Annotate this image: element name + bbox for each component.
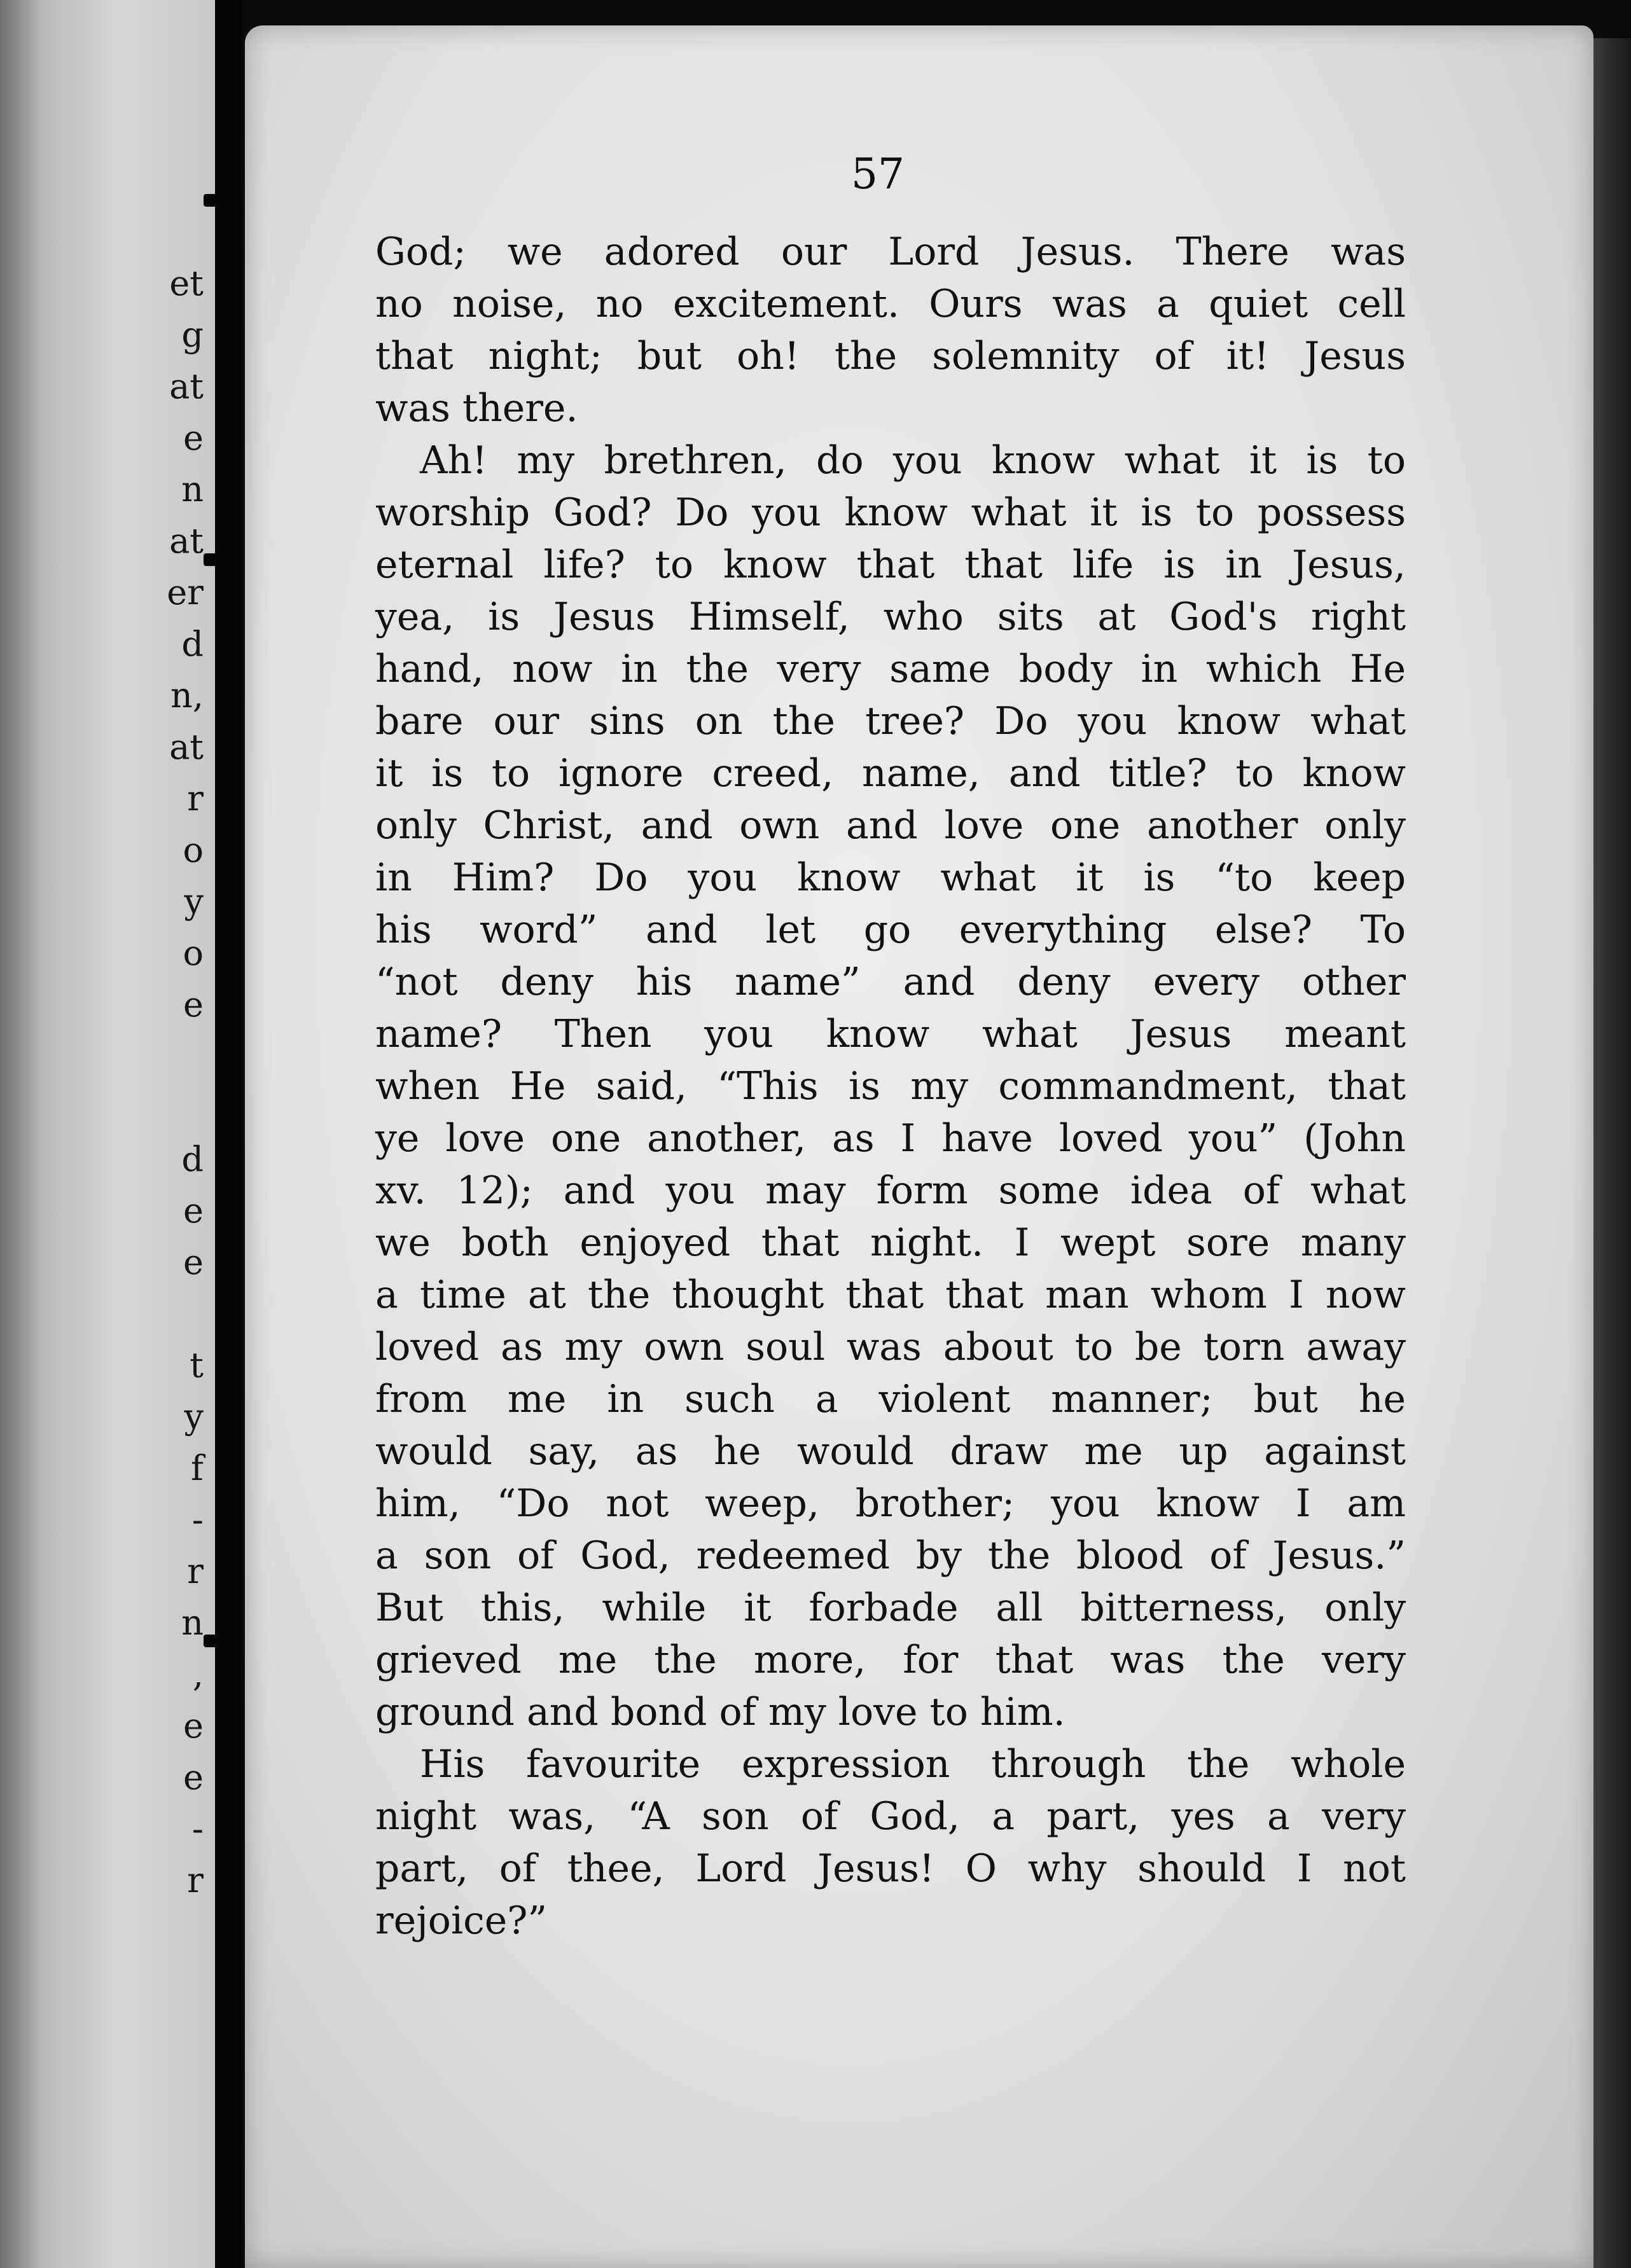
facing-page-fragment: t [190,1345,204,1385]
facing-page-fragment: d [181,1139,204,1179]
text-line: xv. 12); and you may form some idea of what [375,1168,1406,1213]
facing-page-text-fragments [13,258,204,1906]
text-line: But this, while it forbade all bitterness, only [375,1586,1406,1630]
text-line: a time at the thought that that man whom I now [375,1273,1406,1317]
text-line: only Christ, and own and love one another only [375,803,1406,848]
text-line: no noise, no excitement. Ours was a quiet cell [375,282,1406,326]
facing-page-fragment [13,1288,204,1339]
text-line: “not deny his name” and deny every other [375,960,1406,1004]
text-line: part, of thee, Lord Jesus! O why should I not [375,1846,1406,1891]
facing-page-fragment: y [184,1397,204,1437]
facing-page-fragment: o [183,830,204,870]
facing-page-fragment: r [187,778,204,819]
text-line: ground and bond of my love to him. [375,1690,1065,1734]
facing-page-fragment: - [191,1500,204,1540]
facing-page-fragment: at [169,727,204,767]
text-line: ye love one another, as I have loved you” (John [375,1116,1406,1161]
text-line: his word” and let go everything else? To [375,908,1406,952]
text-line: from me in such a violent manner; but he [375,1377,1406,1421]
facing-page-fragment: e [183,1191,204,1231]
page-number: 57 [851,149,905,198]
text-line: rejoice?” [375,1898,548,1943]
text-line: bare our sins on the tree? Do you know what [375,699,1406,743]
text-line: loved as my own soul was about to be torn away [375,1325,1406,1369]
facing-page-fragment: e [183,418,204,458]
page-right-edge-shadow [1593,38,1631,2268]
text-line: him, “Do not weep, brother; you know I am [375,1481,1406,1526]
facing-page-fragment: - [191,1809,204,1849]
text-line: a son of God, redeemed by the blood of Jesus.” [375,1533,1406,1578]
text-line: Ah! my brethren, do you know what it is to [420,438,1406,483]
facing-page-fragment: e [183,985,204,1025]
text-line: when He said, “This is my commandment, that [375,1064,1406,1109]
facing-page-fragment [13,1030,204,1082]
text-line: His favourite expression through the whole [420,1742,1406,1787]
paragraph [375,434,1406,1738]
binding-thread-mark [204,194,225,207]
facing-page-fragment: n [181,469,204,509]
facing-page-fragment: n [181,1603,204,1643]
facing-page-edge [0,0,215,2268]
binding-thread-mark [204,1635,225,1647]
facing-page-fragment: r [187,1551,204,1591]
text-line: was there. [375,386,578,431]
text-line: that night; but oh! the solemnity of it! Jesus [375,334,1406,378]
facing-page-fragment: g [181,315,204,355]
text-line: worship God? Do you know what it is to possess [375,490,1406,535]
facing-page-fragment: y [184,882,204,922]
text-line: grieved me the more, for that was the very [375,1638,1406,1682]
facing-page-fragment [13,1082,204,1133]
facing-page-fragment: et [169,263,204,303]
facing-page-fragment: f [191,1448,204,1488]
text-line: yea, is Jesus Himself, who sits at God's right [375,595,1406,639]
text-line: night was, “A son of God, a part, yes a very [375,1794,1406,1839]
paragraph [375,1738,1406,1947]
text-line: we both enjoyed that night. I wept sore many [375,1220,1406,1265]
book-binding-gutter [215,0,242,2268]
facing-page-fragment: at [169,521,204,561]
facing-page-fragment: , [192,1654,204,1694]
facing-page-fragment: e [183,1242,204,1282]
binding-thread-mark [204,553,225,566]
facing-page-fragment: at [169,366,204,406]
text-line: God; we adored our Lord Jesus. There was [375,230,1406,274]
facing-page-fragment: r [187,1860,204,1900]
facing-page-fragment: o [183,933,204,973]
text-line: it is to ignore creed, name, and title? to know [375,751,1406,796]
text-line: name? Then you know what Jesus meant [375,1012,1406,1056]
facing-page-fragment: er [167,572,204,612]
text-line: hand, now in the very same body in which He [375,647,1406,691]
body-text [375,226,1406,1947]
facing-page-fragment: n, [170,675,204,716]
text-line: would say, as he would draw me up against [375,1429,1406,1474]
facing-page-fragment: e [183,1706,204,1746]
text-line: in Him? Do you know what it is “to keep [375,855,1406,900]
text-line: eternal life? to know that that life is in Jesus, [375,543,1406,587]
paragraph [375,226,1406,434]
facing-page-fragment: d [181,624,204,664]
facing-page-fragment: e [183,1757,204,1797]
